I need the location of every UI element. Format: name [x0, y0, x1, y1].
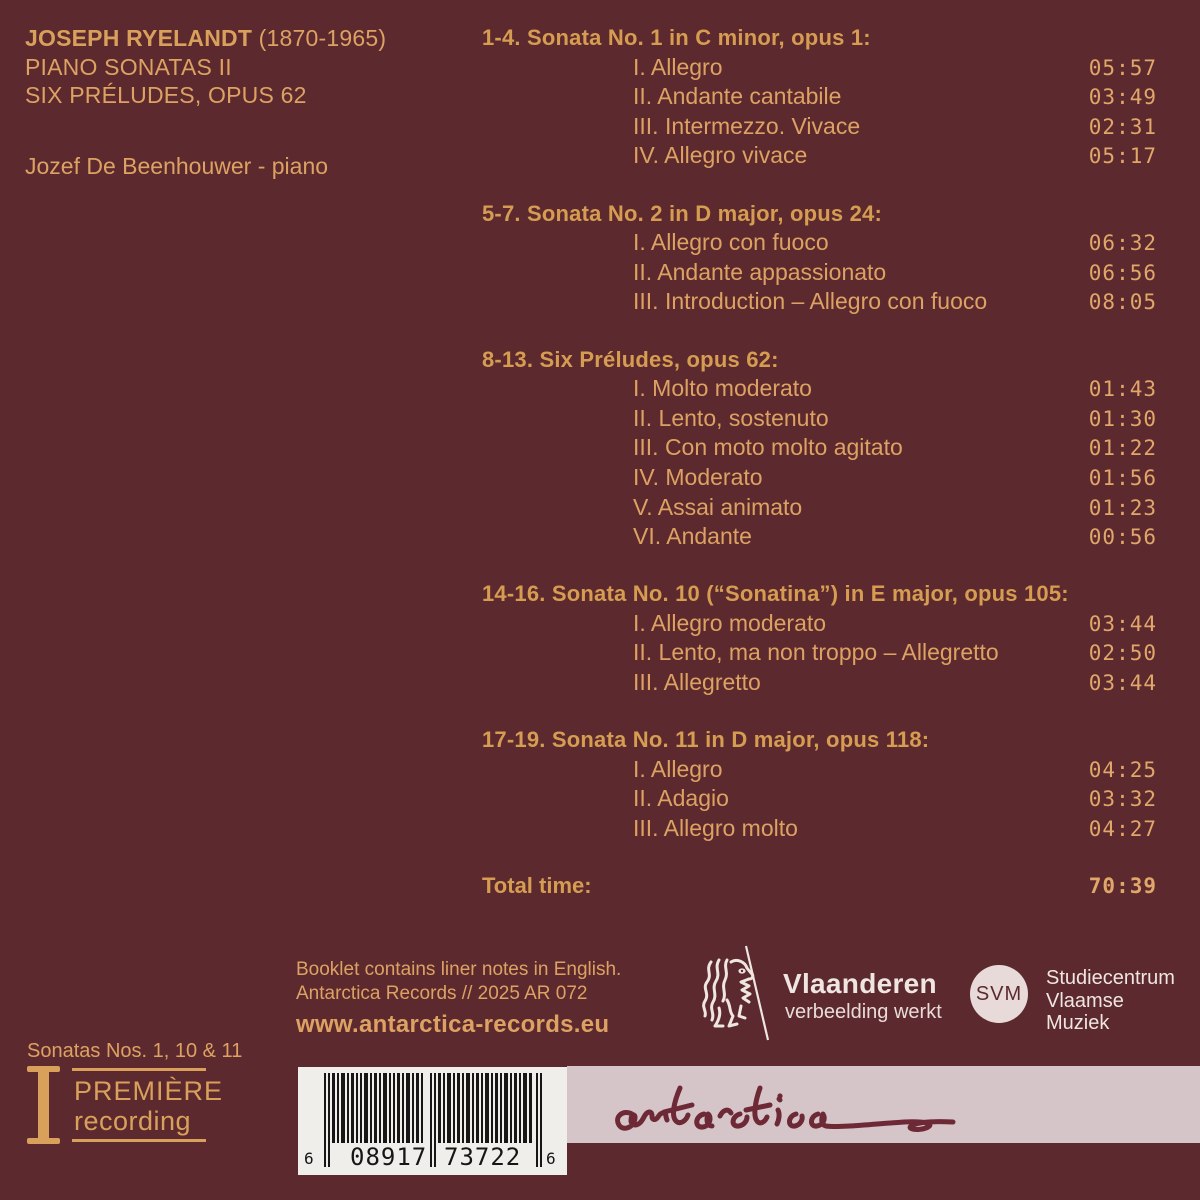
track-time: 02:50: [1088, 641, 1157, 666]
barcode: [298, 1067, 567, 1175]
track-title: II. Lento, ma non troppo – Allegretto: [633, 639, 999, 666]
track-title: I. Allegro: [633, 53, 723, 80]
tracklist: [482, 24, 1157, 901]
barcode-digit-left: 6: [304, 1149, 314, 1168]
group-header: 17-19. Sonata No. 11 in D major, opus 118:: [482, 727, 930, 753]
track-time: 00:56: [1088, 525, 1157, 550]
track-group-5: [482, 726, 1157, 843]
track-time: 03:49: [1088, 85, 1157, 110]
premiere-title: PREMIÈRE: [74, 1076, 224, 1106]
total-time-value: 70:39: [1088, 874, 1157, 899]
track-title: III. Introduction – Allegro con fuoco: [633, 288, 988, 315]
artist-name: JOSEPH RYELANDT: [25, 25, 253, 51]
total-time-label: Total time:: [482, 873, 592, 899]
barcode-digits-group1: 08917: [350, 1143, 428, 1171]
barcode-digit-right: 6: [546, 1149, 556, 1168]
track-title: II. Andante cantabile: [633, 83, 842, 110]
track-row: [482, 374, 1157, 404]
artist-title-line: [25, 24, 386, 53]
svm-name-line: Studiecentrum: [1046, 967, 1175, 989]
track-row: [482, 404, 1157, 434]
track-row: [482, 287, 1157, 317]
track-title: III. Intermezzo. Vivace: [633, 112, 861, 139]
track-title: III. Allegretto: [633, 669, 761, 696]
booklet-note: Booklet contains liner notes in English.: [296, 959, 622, 980]
footer-notes: [296, 958, 621, 1039]
track-time: 03:44: [1088, 611, 1157, 636]
track-row: [482, 53, 1157, 83]
track-row: [482, 112, 1157, 142]
track-group-3: [482, 346, 1157, 552]
track-row: [482, 522, 1157, 552]
track-row: [482, 638, 1157, 668]
antarctica-script-logo: [612, 1074, 972, 1136]
premiere-note: Sonatas Nos. 1, 10 & 11: [27, 1040, 243, 1062]
barcode-digits-group2: 73722: [444, 1143, 522, 1171]
track-title: II. Andante appassionato: [633, 258, 887, 285]
artist-block: [25, 24, 386, 180]
track-title: III. Allegro molto: [633, 815, 798, 842]
track-time: 04:27: [1088, 817, 1157, 842]
track-time: 01:23: [1088, 495, 1157, 520]
track-row: [482, 258, 1157, 288]
track-title: IV. Moderato: [633, 463, 763, 490]
performer: Jozef De Beenhouwer - piano: [25, 152, 329, 179]
total-time-row: [482, 872, 1157, 901]
svm-logo-circle: [970, 965, 1028, 1023]
track-time: 05:57: [1088, 55, 1157, 80]
catalog-note: Antarctica Records // 2025 AR 072: [296, 982, 588, 1004]
premiere-subtitle: recording: [74, 1106, 192, 1136]
track-time: 06:32: [1088, 231, 1157, 256]
track-row: [482, 609, 1157, 639]
website-url: www.antarctica-records.eu: [296, 1011, 610, 1038]
svm-name-line: Vlaamse: [1046, 989, 1124, 1012]
premiere-rule-top: [72, 1068, 206, 1071]
antarctica-strip: [567, 1066, 1200, 1143]
track-row: [482, 755, 1157, 785]
track-group-2: [482, 200, 1157, 317]
track-row: [482, 433, 1157, 463]
svm-abbr: SVM: [975, 982, 1023, 1005]
track-time: 05:17: [1088, 144, 1157, 169]
group-header: 1-4. Sonata No. 1 in C minor, opus 1:: [482, 25, 871, 50]
svm-name: [1046, 967, 1175, 1035]
track-row: [482, 463, 1157, 493]
track-title: I. Allegro moderato: [633, 609, 827, 636]
track-time: 01:30: [1088, 406, 1157, 431]
track-group-1: [482, 24, 1157, 171]
track-time: 04:25: [1088, 757, 1157, 782]
track-time: 06:56: [1088, 260, 1157, 285]
track-time: 01:22: [1088, 436, 1157, 461]
track-row: [482, 784, 1157, 814]
track-title: VI. Andante: [633, 523, 752, 550]
track-row: [482, 141, 1157, 171]
vlaanderen-tagline: verbeelding werkt: [785, 1001, 942, 1023]
track-row: [482, 228, 1157, 258]
track-row: [482, 82, 1157, 112]
premiere-rule-bottom: [72, 1139, 206, 1142]
track-title: I. Molto moderato: [633, 375, 812, 402]
track-title: I. Allegro con fuoco: [633, 229, 829, 256]
track-time: 01:56: [1088, 465, 1157, 490]
track-group-4: [482, 580, 1157, 697]
premiere-initial-icon: [27, 1066, 60, 1144]
flanders-slash-icon: [740, 944, 774, 1042]
group-header: 8-13. Six Préludes, opus 62:: [482, 346, 779, 372]
group-header: 5-7. Sonata No. 2 in D major, opus 24:: [482, 200, 883, 226]
track-time: 03:32: [1088, 787, 1157, 812]
track-title: V. Assai animato: [633, 493, 803, 520]
artist-years: (1870-1965): [258, 25, 387, 51]
album-title-line1: PIANO SONATAS II: [25, 53, 232, 80]
track-row: [482, 814, 1157, 844]
vlaanderen-wordmark: Vlaanderen: [783, 968, 937, 999]
track-title: IV. Allegro vivace: [633, 142, 808, 169]
track-row: [482, 668, 1157, 698]
album-title-line2: SIX PRÉLUDES, OPUS 62: [25, 82, 307, 108]
track-title: II. Adagio: [633, 785, 729, 812]
track-time: 08:05: [1088, 290, 1157, 315]
svm-name-line: Muziek: [1046, 1012, 1110, 1035]
track-time: 03:44: [1088, 671, 1157, 696]
track-title: I. Allegro: [633, 755, 723, 782]
group-header: 14-16. Sonata No. 10 (“Sonatina”) in E major, opus 105:: [482, 581, 1069, 607]
track-title: III. Con moto molto agitato: [633, 434, 903, 461]
track-time: 02:31: [1088, 114, 1157, 139]
track-title: II. Lento, sostenuto: [633, 404, 829, 431]
track-time: 01:43: [1088, 377, 1157, 402]
track-row: [482, 493, 1157, 523]
